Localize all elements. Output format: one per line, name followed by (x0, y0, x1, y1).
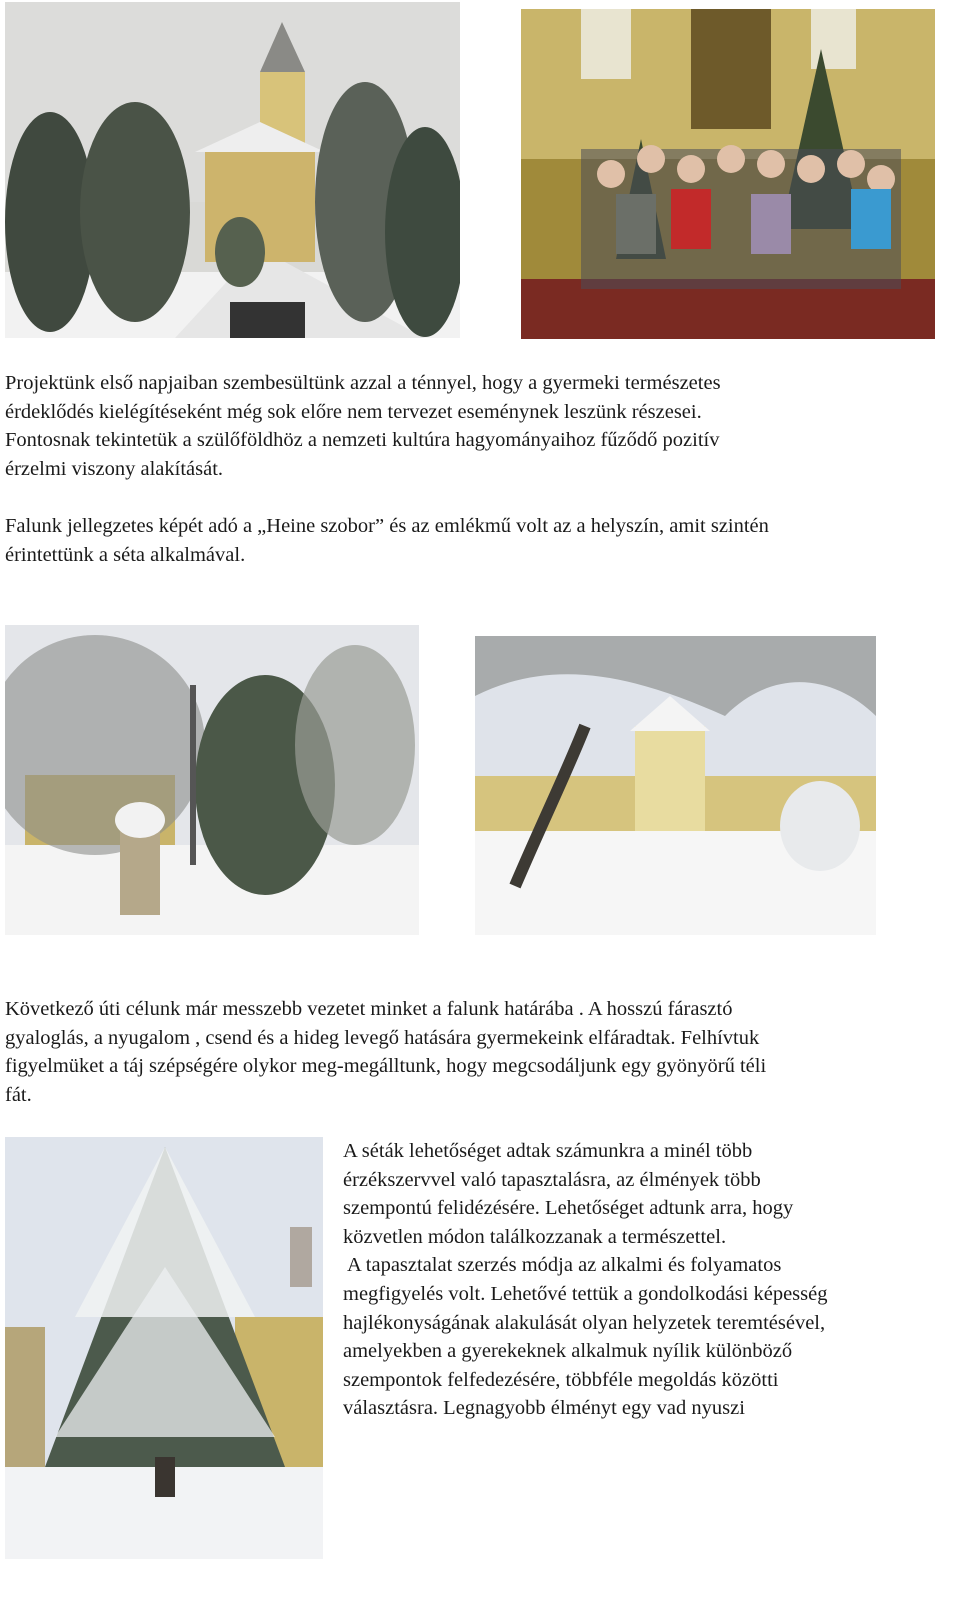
paragraph-heine-statue: Falunk jellegzetes képét adó a „Heine szobor” és az emlékmű volt az a helyszín, amit szintén érintettünk a séta alkalmával. (5, 515, 769, 566)
paragraph-project-intro: Projektünk első napjaiban szembesültünk azzal a ténnyel, hogy a gyermeki természetes érdeklődés kielégítéseként még sok előre nem tervezet eseménynek leszünk részesei. Fontosnak tekintetük a szülőföldhöz a nemzeti kultúra hagyományaihoz fűződő pozitív érzelmi viszony alakítását. (5, 372, 721, 480)
paragraph-walks-experience: A séták lehetőséget adtak számunkra a minél több érzékszervvel való tapasztalásra, az élmények több szempontú felidézésére. Lehetőséget adtunk arra, hogy közvetlen módon találkozzanak a természettel. A tapasztalat szerzés módja az alkalmi és folyamatos megfigyelés volt. Lehetővé tettük a gondolkodási képesség hajlékonyságának alakulását olyan helyzetek teremtésével, amelyekben a gyerekeknek alkalmuk nyílik különböző szempontok felfedezésére, többféle megoldás közötti választásra. Legnagyobb élményt egy vad nyuszi (343, 1140, 828, 1420)
photo-children-in-church (521, 9, 935, 339)
photo-snowy-pine-tree (5, 1137, 323, 1559)
photo-memorial-monument (475, 636, 876, 935)
photo-snowy-church-street (5, 2, 460, 338)
photo-heine-statue (5, 625, 419, 935)
paragraph-village-border: Következő úti célunk már messzebb vezetet minket a falunk határába . A hosszú fárasztó gyaloglás, a nyugalom , csend és a hideg levegő hatására gyermekeink elfáradtak. Felhívtuk figyelmüket a táj szépségére olykor meg-megálltunk, hogy megcsodáljunk egy gyönyörű téli fát. (5, 998, 767, 1106)
